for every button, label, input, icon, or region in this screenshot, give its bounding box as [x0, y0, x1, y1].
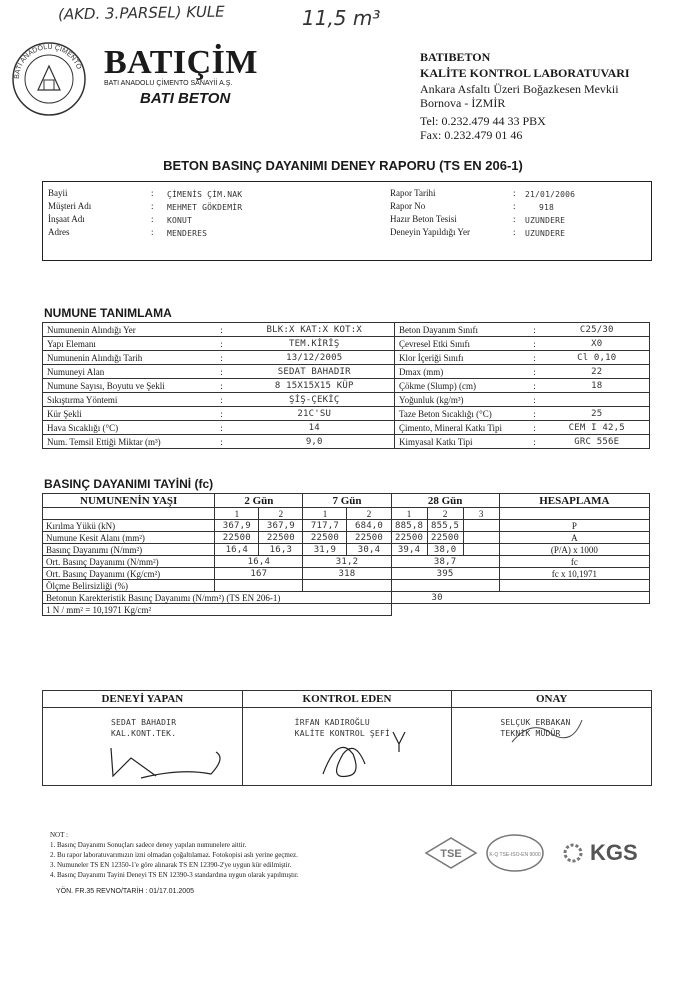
sub-col: 2: [427, 508, 463, 520]
insaat-label: İnşaat Adı: [48, 214, 85, 224]
basinc-cell: 39,4: [391, 544, 427, 556]
colon: :: [209, 435, 235, 449]
deneyi-yapan-name: SEDAT BAHADIR: [111, 718, 177, 727]
hesap-header: HESAPLAMA: [499, 494, 649, 508]
seal-text: BATI ANADOLU ÇİMENTO: [13, 43, 83, 80]
gun28-header: 28 Gün: [391, 494, 499, 508]
handwritten-note: (AKD. 3.PARSEL) KULE: [57, 2, 225, 24]
basinc-cell: 684,0: [347, 520, 391, 532]
lab-address-line1: Ankara Asfaltı Üzeri Boğazkesen Mevkii: [420, 82, 619, 96]
numune-right-label: Taze Beton Sıcaklığı (°C): [395, 407, 525, 421]
colon: :: [525, 323, 545, 337]
basinc-avg-cell: 167: [215, 568, 303, 580]
kontrol-eden-name: İRFAN KADIROĞLU: [294, 718, 370, 727]
numune-row: [43, 379, 650, 393]
numune-left-label: Kür Şekli: [43, 407, 209, 421]
note-item: 2. Bu rapor laboratuvarımızın izni olmadan çoğaltılamaz. Fotokopisi aslı yerine geçmez.: [50, 851, 298, 859]
colon: :: [525, 337, 545, 351]
colon: :: [525, 379, 545, 393]
hesap-cell: fc: [499, 556, 649, 568]
basinc-row: [43, 604, 650, 616]
numune-row: [43, 337, 650, 351]
handwritten-volume: 11,5 m³: [302, 6, 381, 30]
numune-left-label: Sıkıştırma Yöntemi: [43, 393, 209, 407]
numune-right-value: 25: [545, 407, 650, 421]
adres-value: MENDERES: [167, 229, 208, 238]
colon: :: [209, 365, 235, 379]
gun2-header: 2 Gün: [215, 494, 303, 508]
lab-tel: Tel: 0.232.479 44 33 PBX: [420, 114, 546, 128]
basinc-cell: [463, 544, 499, 556]
rapor-tarihi-value: 21/01/2006: [525, 190, 576, 199]
basinc-row-label: Kırılma Yükü (kN): [43, 520, 215, 532]
colon: :: [525, 351, 545, 365]
brand-name: BATIÇİM: [104, 44, 258, 81]
numune-right-value: 18: [545, 379, 650, 393]
numune-right-value: CEM I 42,5: [545, 421, 650, 435]
colon: :: [209, 407, 235, 421]
karakteristik-value: 30: [391, 592, 649, 604]
kontrol-eden-header: KONTROL EDEN: [242, 691, 452, 708]
basinc-cell: 22500: [259, 532, 303, 544]
hesap-cell: P: [499, 520, 649, 532]
basinc-cell: 855,5: [427, 520, 463, 532]
basinc-cell: 31,9: [303, 544, 347, 556]
tse-logo-icon: [422, 835, 480, 871]
numune-row: [43, 365, 650, 379]
notes-block: [50, 830, 299, 880]
basinc-row-label: Ort. Basınç Dayanımı (N/mm²): [43, 556, 215, 568]
rapor-no-value: 918: [539, 203, 555, 212]
basinc-cell: 22500: [391, 532, 427, 544]
colon: :: [525, 421, 545, 435]
basinc-row-label: Numune Kesit Alanı (mm²): [43, 532, 215, 544]
numune-right-label: Beton Dayanım Sınıfı: [395, 323, 525, 337]
brand-subtitle: BATI ANADOLU ÇİMENTO SANAYİİ A.Ş.: [104, 80, 233, 87]
numune-left-label: Hava Sıcaklığı (°C): [43, 421, 209, 435]
basinc-cell: [463, 520, 499, 532]
colon: :: [525, 407, 545, 421]
numune-right-value: X0: [545, 337, 650, 351]
basinc-row: [43, 580, 650, 592]
colon: :: [209, 323, 235, 337]
numune-row: [43, 407, 650, 421]
numune-row: [43, 435, 650, 449]
basinc-row: [43, 592, 650, 604]
colon: :: [209, 337, 235, 351]
basinc-row: [43, 520, 650, 532]
customer-info-box: Bayii : ÇİMENİS ÇİM.NAK Müşteri Adı : MEHMET GÖKDEMİR İnşaat Adı : KONUT Adres : MENDERES Rapor Tarihi : 21/01/2006 Rapor No : 918 Hazır Beton Tesisi : UZUNDERE Deneyin Yapıldığı Yer : UZUNDERE: [42, 181, 652, 261]
bayii-label: Bayii: [48, 188, 68, 198]
colon: :: [209, 379, 235, 393]
numune-row: [43, 323, 650, 337]
report-title: BETON BASINÇ DAYANIMI DENEY RAPORU (TS EN 206-1): [163, 158, 523, 173]
musteri-label: Müşteri Adı: [48, 201, 92, 211]
note-item: 3. Numuneler TS EN 12350-1'e göre alınarak TS EN 12390-2'ye uygun kür edilmiştir.: [50, 861, 292, 869]
note-item: 1. Basınç Dayanımı Sonuçları sadece deney yapılan numunelere aittir.: [50, 841, 247, 849]
hazir-beton-value: UZUNDERE: [525, 216, 566, 225]
numune-right-label: Çimento, Mineral Katkı Tipi: [395, 421, 525, 435]
brand-beton: BATI BETON: [140, 90, 231, 107]
basinc-row-label: Basınç Dayanımı (N/mm²): [43, 544, 215, 556]
numune-row: [43, 421, 650, 435]
lab-address-line2: Bornova - İZMİR: [420, 96, 506, 110]
basinc-cell: 22500: [347, 532, 391, 544]
onay-title: TEKNİK MÜDÜR: [500, 729, 561, 738]
hesap-cell: fc x 10,1971: [499, 568, 649, 580]
numune-right-label: Dmax (mm): [395, 365, 525, 379]
karakteristik-label: Betonun Karekteristik Basınç Dayanımı (N/mm²) (TS EN 206-1): [43, 592, 392, 604]
basinc-avg-cell: 31,2: [303, 556, 391, 568]
hazir-beton-label: Hazır Beton Tesisi: [390, 214, 457, 224]
numune-left-value: ŞİŞ-ÇEKİÇ: [235, 393, 395, 407]
numune-right-label: Klor İçeriği Sınıfı: [395, 351, 525, 365]
kontrol-eden-cell: [242, 708, 452, 786]
kgs-logo-text: KGS: [590, 840, 638, 865]
colon: :: [525, 365, 545, 379]
adres-label: Adres: [48, 227, 70, 237]
numune-right-value: [545, 393, 650, 407]
sub-col: 1: [303, 508, 347, 520]
numune-left-value: 21C'SU: [235, 407, 395, 421]
numune-left-label: Yapı Elemanı: [43, 337, 209, 351]
basinc-row: [43, 532, 650, 544]
basinc-cell: 16,4: [215, 544, 259, 556]
colon: :: [209, 421, 235, 435]
company-seal-icon: [10, 40, 88, 118]
kgs-gear-icon: [562, 842, 584, 864]
basinc-table: [42, 493, 650, 616]
basinc-row: [43, 568, 650, 580]
numune-left-value: TEM.KİRİŞ: [235, 337, 395, 351]
basinc-avg-cell: 38,7: [391, 556, 499, 568]
numune-left-label: Numunenin Alındığı Yer: [43, 323, 209, 337]
lab-title: KALİTE KONTROL LABORATUVARI: [420, 66, 630, 80]
signature-irfan-icon: [293, 724, 433, 784]
hesap-cell: A: [499, 532, 649, 544]
colon: :: [209, 393, 235, 407]
signature-sedat-icon: [101, 738, 231, 782]
onay-name: SELÇUK ERBAKAN: [500, 718, 571, 727]
numune-row: [43, 351, 650, 365]
signature-selcuk-icon: [492, 714, 592, 748]
numune-left-value: 9,0: [235, 435, 395, 449]
note-item: 4. Basınç Dayanımı Tayini Deneyi TS EN 12390-3 standardına uygun olarak yapılmıştır.: [50, 871, 299, 879]
colon: :: [525, 393, 545, 407]
sub-col: 3: [463, 508, 499, 520]
numune-right-value: C25/30: [545, 323, 650, 337]
notes-title: NOT :: [50, 831, 68, 839]
gun7-header: 7 Gün: [303, 494, 391, 508]
insaat-value: KONUT: [167, 216, 193, 225]
deney-yeri-value: UZUNDERE: [525, 229, 566, 238]
rapor-no-label: Rapor No: [390, 201, 426, 211]
deneyi-yapan-cell: [43, 708, 243, 786]
hesap-cell: (P/A) x 1000: [499, 544, 649, 556]
numune-right-label: Yoğunluk (kg/m³): [395, 393, 525, 407]
revision-info: YÖN. FR.35 REVNO/TARİH : 01/17.01.2005: [56, 888, 194, 895]
basinc-cell: [463, 532, 499, 544]
numune-row: [43, 393, 650, 407]
deneyi-yapan-header: DENEYİ YAPAN: [43, 691, 243, 708]
numune-left-value: 13/12/2005: [235, 351, 395, 365]
lab-name: BATIBETON: [420, 50, 491, 64]
basinc-avg-cell: 16,4: [215, 556, 303, 568]
numune-left-value: 14: [235, 421, 395, 435]
sub-col: 1: [215, 508, 259, 520]
kq-text: K-Q TSE-ISO-EN 9000: [489, 852, 541, 858]
colon: :: [525, 435, 545, 449]
yas-header: NUMUNENİN YAŞI: [43, 494, 215, 508]
numune-right-value: GRC 556E: [545, 435, 650, 449]
musteri-value: MEHMET GÖKDEMİR: [167, 203, 243, 212]
onay-cell: [452, 708, 652, 786]
basinc-cell: 38,0: [427, 544, 463, 556]
numune-left-label: Numune Sayısı, Boyutu ve Şekli: [43, 379, 209, 393]
numune-right-label: Çökme (Slump) (cm): [395, 379, 525, 393]
basinc-cell: 367,9: [259, 520, 303, 532]
numune-right-label: Çevresel Etki Sınıfı: [395, 337, 525, 351]
basinc-cell: 22500: [215, 532, 259, 544]
signature-table: [42, 690, 652, 786]
numune-table: [42, 322, 650, 449]
sub-col: 2: [259, 508, 303, 520]
basinc-cell: 22500: [427, 532, 463, 544]
conversion-note: 1 N / mm² = 10,1971 Kg/cm²: [43, 604, 392, 616]
tse-text: TSE: [440, 848, 462, 860]
numune-left-label: Numuneyi Alan: [43, 365, 209, 379]
kq-logo-icon: [484, 832, 546, 874]
basinc-cell: 30,4: [347, 544, 391, 556]
lab-fax: Fax: 0.232.479 01 46: [420, 128, 523, 142]
numune-left-value: BLK:X KAT:X KOT:X: [235, 323, 395, 337]
basinc-avg-cell: 395: [391, 568, 499, 580]
sub-col: 2: [347, 508, 391, 520]
basinc-cell: 16,3: [259, 544, 303, 556]
colon: :: [209, 351, 235, 365]
numune-right-label: Kimyasal Katkı Tipi: [395, 435, 525, 449]
rapor-tarihi-label: Rapor Tarihi: [390, 188, 436, 198]
basinc-row: [43, 556, 650, 568]
onay-header: ONAY: [452, 691, 652, 708]
sub-col: 1: [391, 508, 427, 520]
basinc-cell: 22500: [303, 532, 347, 544]
numune-section-title: NUMUNE TANIMLAMA: [44, 306, 172, 320]
numune-left-label: Numunenin Alındığı Tarih: [43, 351, 209, 365]
basinc-row-label: Ölçme Belirsizliği (%): [43, 580, 215, 592]
numune-left-value: SEDAT BAHADIR: [235, 365, 395, 379]
numune-right-value: Cl 0,10: [545, 351, 650, 365]
bayii-value: ÇİMENİS ÇİM.NAK: [167, 190, 243, 199]
basinc-section-title: BASINÇ DAYANIMI TAYİNİ (fc): [44, 477, 214, 491]
numune-left-label: Num. Temsil Ettiği Miktar (m³): [43, 435, 209, 449]
numune-left-value: 8 15X15X15 KÜP: [235, 379, 395, 393]
kontrol-eden-title: KALİTE KONTROL ŞEFİ: [294, 729, 390, 738]
basinc-cell: 367,9: [215, 520, 259, 532]
numune-right-value: 22: [545, 365, 650, 379]
basinc-cell: 885,8: [391, 520, 427, 532]
deney-yeri-label: Deneyin Yapıldığı Yer: [390, 227, 471, 237]
basinc-cell: 717,7: [303, 520, 347, 532]
basinc-avg-cell: 318: [303, 568, 391, 580]
basinc-row-label: Ort. Basınç Dayanımı (Kg/cm²): [43, 568, 215, 580]
basinc-row: [43, 544, 650, 556]
deneyi-yapan-title: KAL.KONT.TEK.: [111, 729, 177, 738]
